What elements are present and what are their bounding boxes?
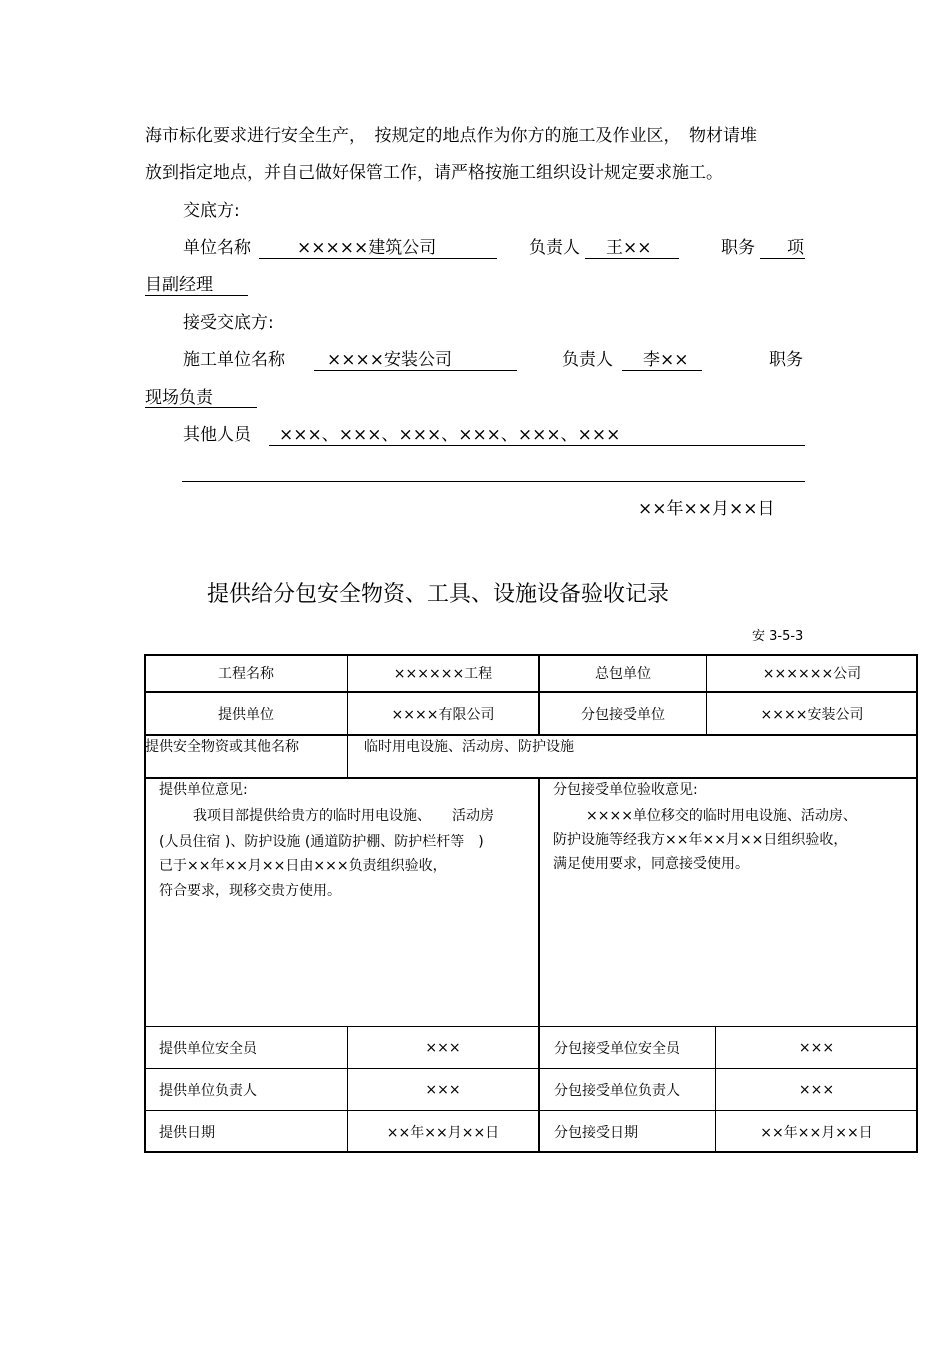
sub-safety-value: ××× bbox=[798, 1039, 835, 1056]
record-title: 提供给分包安全物资、工具、设施设备验收记录 bbox=[207, 582, 670, 607]
provider-head-label: 提供单位负责人 bbox=[159, 1082, 257, 1099]
sub-date-value: ××年××月××日 bbox=[760, 1124, 873, 1141]
giver-post-value-1: 项 bbox=[787, 238, 804, 258]
provider-opinion-line: (人员住宿 )、防护设施 (通道防护棚、防护栏杆等 ) bbox=[159, 834, 484, 850]
general-contractor-label: 总包单位 bbox=[595, 666, 651, 682]
giver-heading: 交底方: bbox=[183, 201, 240, 221]
sub-opinion-label: 分包接受单位验收意见: bbox=[553, 782, 698, 798]
sub-head-label: 分包接受单位负责人 bbox=[554, 1082, 680, 1099]
project-name-value: ××××××工程 bbox=[393, 666, 493, 682]
project-name-label: 工程名称 bbox=[218, 666, 274, 682]
provider-safety-value: ××× bbox=[425, 1039, 461, 1056]
row-divider bbox=[145, 777, 917, 779]
sub-head-value: ××× bbox=[798, 1081, 835, 1098]
sub-opinion-line: 满足使用要求，同意接受使用。 bbox=[553, 856, 749, 872]
receiver-person-value: 李×× bbox=[643, 350, 689, 370]
receiver-post-value: 现场负责 bbox=[145, 388, 213, 408]
receiver-person-label: 负责人 bbox=[562, 350, 613, 370]
provider-head-value: ××× bbox=[425, 1081, 461, 1098]
provider-opinion-line: 已于××年××月××日由×××负责组织验收， bbox=[159, 858, 447, 874]
giver-person-label: 负责人 bbox=[529, 238, 580, 258]
provide-date-label: 提供日期 bbox=[159, 1124, 215, 1141]
provider-opinion-line: 我项目部提供给贵方的临时用电设施、 活动房 bbox=[193, 808, 494, 824]
sub-opinion-line: 防护设施等经我方××年××月××日组织验收， bbox=[553, 832, 848, 848]
sub-safety-label: 分包接受单位安全员 bbox=[554, 1040, 680, 1057]
provider-label: 提供单位 bbox=[218, 706, 274, 723]
subcontractor-value: ××××安装公司 bbox=[760, 706, 864, 723]
receiver-heading: 接受交底方: bbox=[183, 313, 274, 333]
giver-post-value-2: 目副经理 bbox=[145, 275, 213, 295]
others-value: ×××、×××、×××、×××、×××、××× bbox=[279, 425, 621, 445]
receiver-unit-label: 施工单位名称 bbox=[183, 350, 285, 370]
form-code: 安 3-5-3 bbox=[752, 629, 804, 644]
body-line-1: 海市标化要求进行安全生产， 按规定的地点作为你方的施工及作业区， 物材请堆 bbox=[145, 126, 757, 146]
provider-safety-label: 提供单位安全员 bbox=[159, 1040, 257, 1057]
sub-date-label: 分包接受日期 bbox=[554, 1124, 638, 1141]
giver-post-label: 职务 bbox=[721, 238, 755, 258]
general-contractor-value: ××××××公司 bbox=[762, 666, 862, 682]
provider-opinion-label: 提供单位意见: bbox=[159, 782, 248, 798]
giver-unit-value: ×××××建筑公司 bbox=[297, 238, 437, 258]
provider-opinion-line: 符合要求，现移交贵方使用。 bbox=[159, 883, 341, 899]
material-label: 提供安全物资或其他名称 bbox=[145, 739, 299, 755]
body-line-2: 放到指定地点，并自己做好保管工作，请严格按施工组织设计规定要求施工。 bbox=[145, 163, 723, 183]
handover-date: ××年××月××日 bbox=[638, 499, 775, 519]
receiver-unit-value: ××××安装公司 bbox=[327, 350, 452, 370]
giver-unit-label: 单位名称 bbox=[183, 238, 251, 258]
sub-opinion-line: ××××单位移交的临时用电设施、活动房、 bbox=[586, 808, 857, 824]
material-value: 临时用电设施、活动房、防护设施 bbox=[364, 739, 574, 755]
provide-date-value: ××年××月××日 bbox=[386, 1124, 500, 1141]
subcontractor-label: 分包接受单位 bbox=[581, 706, 665, 723]
provider-value: ××××有限公司 bbox=[391, 706, 495, 723]
giver-person-value: 王×× bbox=[606, 238, 652, 258]
others-label: 其他人员 bbox=[183, 425, 251, 445]
receiver-post-label: 职务 bbox=[769, 350, 803, 370]
